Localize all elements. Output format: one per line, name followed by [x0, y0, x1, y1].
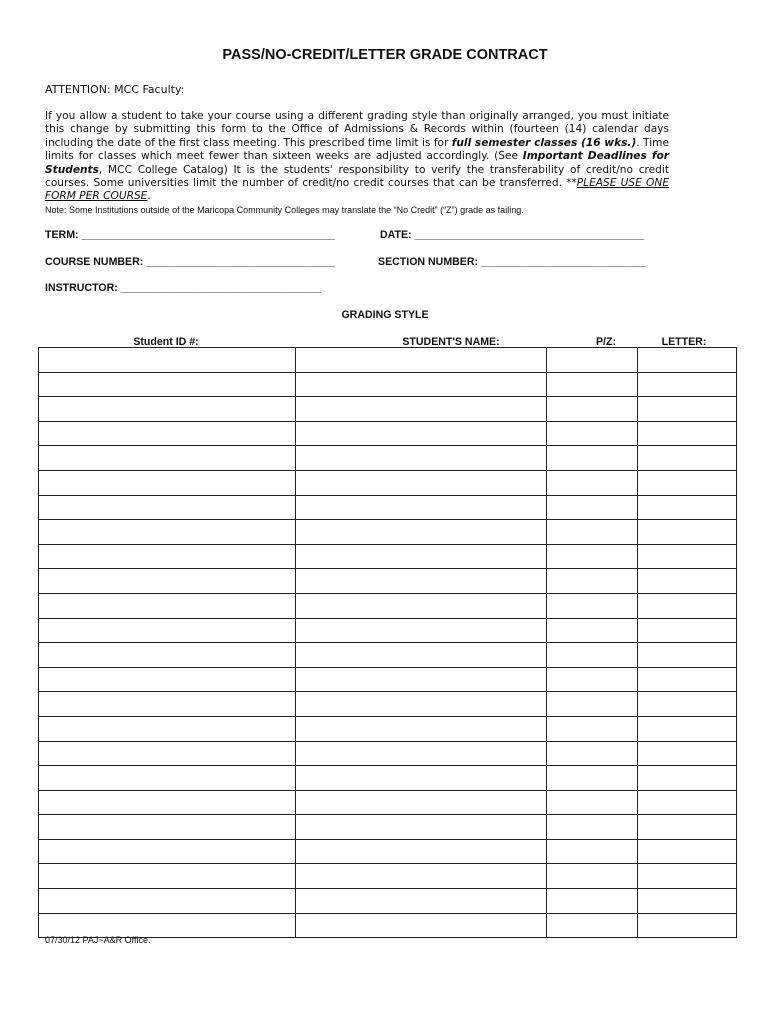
- student-id-cell[interactable]: [39, 667, 296, 692]
- student-id-cell[interactable]: [39, 643, 296, 668]
- student-name-cell[interactable]: [296, 520, 547, 545]
- student-id-cell[interactable]: [39, 864, 296, 889]
- pz-cell[interactable]: [547, 643, 638, 668]
- student-name-cell[interactable]: [296, 446, 547, 471]
- student-id-cell[interactable]: [39, 544, 296, 569]
- student-name-cell[interactable]: [296, 913, 547, 938]
- pz-cell[interactable]: [547, 889, 638, 914]
- table-row: [39, 495, 737, 520]
- letter-cell[interactable]: [638, 446, 737, 471]
- student-name-cell[interactable]: [296, 348, 547, 373]
- letter-cell[interactable]: [638, 692, 737, 717]
- instructions-text-2: . Time limits for classes which meet fewer than sixteen weeks are adjusted accordingly. (See: [45, 136, 669, 163]
- table-row: [39, 790, 737, 815]
- student-name-cell[interactable]: [296, 421, 547, 446]
- instructions-text-3: , MCC College Catalog) It is the students' responsibility to verify the transferability of credit/no credit courses. Some universities limit the number of credit/no credit courses that can be transferred. **: [45, 163, 669, 190]
- pz-cell[interactable]: [547, 372, 638, 397]
- student-grade-table: [38, 347, 737, 938]
- table-row: [39, 470, 737, 495]
- letter-cell[interactable]: [638, 397, 737, 422]
- grading-style-heading: GRADING STYLE: [341, 309, 429, 321]
- table-row: [39, 692, 737, 717]
- letter-cell[interactable]: [638, 470, 737, 495]
- student-name-cell[interactable]: [296, 741, 547, 766]
- pz-cell[interactable]: [547, 790, 638, 815]
- student-id-cell[interactable]: [39, 716, 296, 741]
- instructions-emphasis-deadlines: Important Deadlines for Students: [45, 150, 669, 176]
- letter-cell[interactable]: [638, 839, 737, 864]
- pz-cell[interactable]: [547, 470, 638, 495]
- letter-cell[interactable]: [638, 766, 737, 791]
- table-row: [39, 397, 737, 422]
- pz-cell[interactable]: [547, 348, 638, 373]
- pz-cell[interactable]: [547, 667, 638, 692]
- table-row: [39, 667, 737, 692]
- table-row: [39, 569, 737, 594]
- letter-cell[interactable]: [638, 421, 737, 446]
- table-row: [39, 839, 737, 864]
- pz-cell[interactable]: [547, 741, 638, 766]
- course-number-field[interactable]: COURSE NUMBER: ________________________________: [45, 256, 335, 268]
- table-row: [39, 372, 737, 397]
- col-header-student-name: STUDENT'S NAME:: [402, 336, 500, 348]
- instructions-text-4: .: [147, 190, 151, 203]
- student-id-cell[interactable]: [39, 815, 296, 840]
- table-row: [39, 348, 737, 373]
- pz-cell[interactable]: [547, 593, 638, 618]
- letter-cell[interactable]: [638, 520, 737, 545]
- student-name-cell[interactable]: [296, 544, 547, 569]
- letter-cell[interactable]: [638, 569, 737, 594]
- student-name-cell[interactable]: [296, 397, 547, 422]
- table-row: [39, 716, 737, 741]
- student-name-cell[interactable]: [296, 839, 547, 864]
- student-name-cell[interactable]: [296, 815, 547, 840]
- pz-cell[interactable]: [547, 839, 638, 864]
- student-name-cell[interactable]: [296, 495, 547, 520]
- student-name-cell[interactable]: [296, 766, 547, 791]
- col-header-pz: P/Z:: [595, 336, 616, 348]
- student-id-cell[interactable]: [39, 839, 296, 864]
- letter-cell[interactable]: [638, 618, 737, 643]
- instructor-field[interactable]: INSTRUCTOR: __________________________________: [45, 282, 322, 294]
- pz-cell[interactable]: [547, 692, 638, 717]
- letter-cell[interactable]: [638, 716, 737, 741]
- attention-line: ATTENTION: MCC Faculty:: [45, 83, 185, 96]
- student-id-cell[interactable]: [39, 446, 296, 471]
- instructions-emphasis-full-semester: full semester classes (16 wks.): [451, 136, 637, 149]
- table-row: [39, 544, 737, 569]
- student-id-cell[interactable]: [39, 520, 296, 545]
- table-row: [39, 618, 737, 643]
- student-id-cell[interactable]: [39, 790, 296, 815]
- term-field[interactable]: TERM: ___________________________________________: [45, 229, 335, 241]
- table-row: [39, 815, 737, 840]
- student-id-cell[interactable]: [39, 397, 296, 422]
- letter-cell[interactable]: [638, 593, 737, 618]
- letter-cell[interactable]: [638, 667, 737, 692]
- student-id-cell[interactable]: [39, 569, 296, 594]
- student-id-cell[interactable]: [39, 348, 296, 373]
- pz-cell[interactable]: [547, 864, 638, 889]
- student-name-cell[interactable]: [296, 569, 547, 594]
- student-id-cell[interactable]: [39, 421, 296, 446]
- pz-cell[interactable]: [547, 544, 638, 569]
- pz-cell[interactable]: [547, 495, 638, 520]
- col-header-letter: LETTER:: [661, 336, 707, 348]
- letter-cell[interactable]: [638, 889, 737, 914]
- letter-cell[interactable]: [638, 864, 737, 889]
- date-field[interactable]: DATE: _______________________________________: [380, 229, 645, 241]
- pz-cell[interactable]: [547, 913, 638, 938]
- letter-cell[interactable]: [638, 495, 737, 520]
- table-row: [39, 741, 737, 766]
- pz-cell[interactable]: [547, 446, 638, 471]
- letter-cell[interactable]: [638, 741, 737, 766]
- student-name-cell[interactable]: [296, 790, 547, 815]
- letter-cell[interactable]: [638, 372, 737, 397]
- student-id-cell[interactable]: [39, 692, 296, 717]
- table-row: [39, 421, 737, 446]
- student-name-cell[interactable]: [296, 593, 547, 618]
- student-id-cell[interactable]: [39, 766, 296, 791]
- student-id-cell[interactable]: [39, 618, 296, 643]
- table-row: [39, 520, 737, 545]
- table-row: [39, 446, 737, 471]
- student-name-cell[interactable]: [296, 618, 547, 643]
- letter-cell[interactable]: [638, 643, 737, 668]
- pz-cell[interactable]: [547, 766, 638, 791]
- section-number-field[interactable]: SECTION NUMBER: ____________________________: [378, 256, 646, 268]
- table-row: [39, 766, 737, 791]
- student-id-cell[interactable]: [39, 593, 296, 618]
- letter-cell[interactable]: [638, 815, 737, 840]
- pz-cell[interactable]: [547, 421, 638, 446]
- student-id-cell[interactable]: [39, 889, 296, 914]
- col-header-student-id: Student ID #:: [133, 336, 199, 348]
- pz-cell[interactable]: [547, 618, 638, 643]
- table-row: [39, 889, 737, 914]
- table-row: [39, 643, 737, 668]
- pz-cell[interactable]: [547, 520, 638, 545]
- instructions-text-1: If you allow a student to take your course using a different grading style than originally arranged, you must initiate this change by submitting this form to the Office of Admissions & Records within (fourteen (14) calendar days including the date of the first class meeting. This prescribed time limit is for: [45, 110, 669, 149]
- table-row: [39, 864, 737, 889]
- pz-cell[interactable]: [547, 569, 638, 594]
- table-row: [39, 593, 737, 618]
- student-name-cell[interactable]: [296, 372, 547, 397]
- pz-cell[interactable]: [547, 815, 638, 840]
- one-form-per-course-notice: PLEASE USE ONE FORM PER COURSE: [45, 177, 670, 203]
- student-id-cell[interactable]: [39, 741, 296, 766]
- form-title: PASS/NO-CREDIT/LETTER GRADE CONTRACT: [222, 47, 548, 63]
- student-name-cell[interactable]: [296, 470, 547, 495]
- letter-cell[interactable]: [638, 544, 737, 569]
- student-name-cell[interactable]: [296, 692, 547, 717]
- letter-cell[interactable]: [638, 913, 737, 938]
- pz-cell[interactable]: [547, 397, 638, 422]
- letter-cell[interactable]: [638, 790, 737, 815]
- student-id-cell[interactable]: [39, 470, 296, 495]
- student-name-cell[interactable]: [296, 889, 547, 914]
- student-name-cell[interactable]: [296, 643, 547, 668]
- student-name-cell[interactable]: [296, 716, 547, 741]
- student-id-cell[interactable]: [39, 495, 296, 520]
- student-id-cell[interactable]: [39, 372, 296, 397]
- failing-grade-note: Note: Some Institutions outside of the Maricopa Community Colleges may translate the “No Credit” (“Z”) grade as failing.: [45, 205, 524, 215]
- pz-cell[interactable]: [547, 716, 638, 741]
- form-footer: 07/30/12 PAJ~A&R Office.: [45, 935, 151, 945]
- student-name-cell[interactable]: [296, 667, 547, 692]
- letter-cell[interactable]: [638, 348, 737, 373]
- instructions-paragraph: [45, 110, 669, 204]
- student-name-cell[interactable]: [296, 864, 547, 889]
